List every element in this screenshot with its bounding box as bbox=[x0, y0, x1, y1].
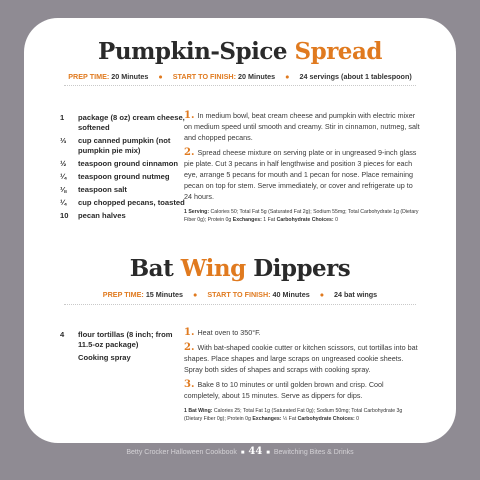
recipe-card bbox=[24, 18, 456, 443]
recipe-title-end: Dippers bbox=[245, 255, 351, 282]
ingredient-item bbox=[60, 353, 190, 363]
ingredient-qty: ⅓ bbox=[60, 136, 67, 145]
ingredient-item bbox=[60, 198, 190, 208]
direction-step bbox=[184, 110, 420, 143]
direction-step bbox=[184, 379, 420, 401]
prep-time-value: 20 Minutes bbox=[111, 72, 149, 81]
direction-step bbox=[184, 147, 420, 202]
finish-time-label: START TO FINISH: bbox=[172, 72, 236, 81]
ingredient-qty: ½ bbox=[60, 159, 67, 168]
ingredient-qty: 4 bbox=[60, 330, 65, 339]
ingredient-item bbox=[60, 330, 190, 350]
bullet-separator: ● bbox=[158, 72, 163, 81]
nutrition-info bbox=[184, 208, 420, 224]
prep-time-value: 15 Minutes bbox=[145, 290, 183, 299]
step-text: With bat-shaped cookie cutter or kitchen scissors, cut tortillas into bat shapes. Place shapes and large scraps on ungreased cookie sheets. Spray both sides of shapes and scraps with cooking spray. bbox=[184, 343, 418, 374]
direction-step bbox=[184, 342, 420, 375]
ingredient-qty: 1 bbox=[60, 113, 65, 122]
ingredient-list bbox=[60, 113, 190, 224]
chapter-title: Bewitching Bites & Drinks bbox=[273, 449, 354, 456]
finish-time-value: 20 Minutes bbox=[238, 72, 276, 81]
exchanges-lead: Exchanges: bbox=[232, 217, 262, 223]
ingredient-text: teaspoon salt bbox=[78, 185, 127, 194]
book-title: Betty Crocker Halloween Cookbook bbox=[126, 449, 237, 456]
carb-choices-text: 0 bbox=[333, 217, 338, 223]
page-number: 44 bbox=[248, 446, 263, 457]
ingredient-list bbox=[60, 330, 190, 366]
recipe-meta bbox=[24, 72, 456, 81]
divider bbox=[64, 304, 416, 305]
direction-step bbox=[184, 327, 420, 338]
ingredient-item bbox=[60, 211, 190, 221]
ingredient-text: teaspoon ground nutmeg bbox=[78, 172, 170, 181]
recipe-title-main: Bat bbox=[129, 255, 181, 282]
servings: 24 servings (about 1 tablespoon) bbox=[299, 72, 412, 81]
step-number: 2. bbox=[184, 147, 195, 158]
step-number: 2. bbox=[184, 342, 195, 353]
directions bbox=[184, 327, 420, 423]
ingredient-text: package (8 oz) cream cheese, softened bbox=[78, 113, 185, 132]
step-text: Bake 8 to 10 minutes or until golden brown and crisp. Cool completely, about 15 minutes. Serve as dippers for dips. bbox=[184, 380, 384, 400]
nutrition-info bbox=[184, 407, 420, 423]
divider bbox=[64, 85, 416, 86]
ingredient-item bbox=[60, 185, 190, 195]
square-bullet-icon: ■ bbox=[240, 450, 245, 456]
recipe-title-main: Pumpkin-Spice bbox=[98, 38, 295, 65]
prep-time-label: PREP TIME: bbox=[68, 72, 110, 81]
recipe-meta bbox=[24, 290, 456, 299]
carb-choices-lead: Carbohydrate Choices: bbox=[276, 217, 334, 223]
prep-time-label: PREP TIME: bbox=[102, 290, 144, 299]
ingredient-item bbox=[60, 172, 190, 182]
ingredient-qty: ¼ bbox=[60, 198, 67, 207]
step-number: 1. bbox=[184, 110, 195, 121]
ingredient-qty: ¼ bbox=[60, 172, 67, 181]
step-text: In medium bowl, beat cream cheese and pumpkin with electric mixer on medium speed until smooth and creamy. Stir in cinnamon, nutmeg, salt and chopped pecans. bbox=[184, 111, 420, 142]
carb-choices-text: 0 bbox=[354, 416, 360, 422]
step-number: 1. bbox=[184, 327, 195, 338]
nutrition-text: Calories 25; Total Fat 1g (Saturated Fat 0g); Sodium 50mg; Total Carbohydrate 3g (Dietary Fiber 0g); Protein 0g bbox=[184, 408, 403, 422]
ingredient-text: pecan halves bbox=[78, 211, 126, 220]
finish-time-value: 40 Minutes bbox=[272, 290, 310, 299]
ingredient-qty: ⅛ bbox=[60, 185, 67, 194]
page-footer bbox=[0, 446, 480, 457]
step-text: Heat oven to 350°F. bbox=[197, 328, 261, 337]
recipe-title bbox=[24, 255, 456, 282]
nutrition-text: Calories 50; Total Fat 5g (Saturated Fat 2g); Sodium 55mg; Total Carbohydrate 1g (Dietary Fiber 0g); Protein 0g bbox=[184, 209, 419, 223]
ingredient-qty: 10 bbox=[60, 211, 69, 220]
square-bullet-icon: ■ bbox=[266, 450, 270, 456]
recipe-title-accent: Spread bbox=[294, 38, 382, 65]
ingredient-item bbox=[60, 113, 190, 133]
bullet-separator: ● bbox=[192, 290, 198, 299]
nutrition-lead: 1 Serving: bbox=[184, 209, 210, 215]
recipe-title-accent: Wing bbox=[180, 255, 246, 282]
ingredient-item bbox=[60, 136, 190, 156]
exchanges-text: 1 Fat bbox=[261, 217, 277, 223]
finish-time-label: START TO FINISH: bbox=[207, 290, 271, 299]
bullet-separator: ● bbox=[319, 290, 325, 299]
recipe-title bbox=[24, 38, 456, 65]
ingredient-item bbox=[60, 159, 190, 169]
step-number: 3. bbox=[184, 379, 195, 390]
nutrition-lead: 1 Bat Wing: bbox=[184, 408, 213, 414]
exchanges-lead: Exchanges: bbox=[252, 416, 282, 422]
ingredient-text: Cooking spray bbox=[78, 353, 131, 362]
ingredient-qty bbox=[60, 353, 78, 363]
step-text: Spread cheese mixture on serving plate or in ungreased 9-inch glass pie plate. Cut 3 pecans in half lengthwise and position 3 pieces for each eye, arrange 5 pecans for mouth and 1 pecan for nose. Place remaining pecan on top for stem. Serve immediately, or cover and refrigerate up to 24 hours. bbox=[184, 148, 417, 201]
ingredient-text: cup canned pumpkin (not pumpkin pie mix) bbox=[78, 136, 171, 155]
ingredient-text: teaspoon ground cinnamon bbox=[78, 159, 178, 168]
bullet-separator: ● bbox=[285, 72, 290, 81]
exchanges-text: ½ Fat bbox=[281, 416, 298, 422]
directions bbox=[184, 110, 420, 224]
carb-choices-lead: Carbohydrate Choices: bbox=[297, 416, 355, 422]
ingredient-text: flour tortillas (8 inch; from 11.5-oz package) bbox=[78, 330, 173, 349]
ingredient-text: cup chopped pecans, toasted bbox=[78, 198, 185, 207]
servings: 24 bat wings bbox=[334, 290, 378, 299]
